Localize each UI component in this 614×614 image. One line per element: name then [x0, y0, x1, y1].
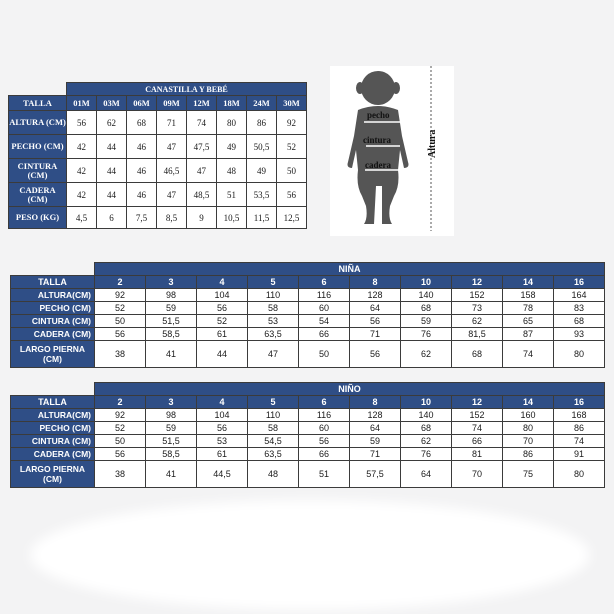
table-cell: 56	[197, 302, 248, 315]
table-cell: 53	[197, 435, 248, 448]
table-cell: 74	[554, 435, 605, 448]
table-cell: 44	[97, 135, 127, 159]
table-cell: 46	[127, 135, 157, 159]
altura-label: Altura	[427, 129, 438, 158]
row-label: ALTURA(CM)	[11, 409, 95, 422]
table-cell: 158	[503, 289, 554, 302]
table-cell: 164	[554, 289, 605, 302]
row-label: CINTURA (CM)	[9, 159, 67, 183]
table-row	[11, 461, 605, 488]
table-cell: 80	[554, 341, 605, 368]
table-cell: 6	[97, 207, 127, 229]
background-glow	[30, 500, 590, 610]
nina-size-row	[11, 276, 605, 289]
table-cell: 50	[95, 315, 146, 328]
table-cell: 49	[217, 135, 247, 159]
table-cell: 58	[248, 302, 299, 315]
table-cell: 98	[146, 409, 197, 422]
table-cell: 49	[247, 159, 277, 183]
table-cell: 168	[554, 409, 605, 422]
table-cell: 70	[452, 461, 503, 488]
row-label: PECHO (CM)	[9, 135, 67, 159]
table-cell: 51,5	[146, 435, 197, 448]
row-label: ALTURA (CM)	[9, 111, 67, 135]
table-cell: 7,5	[127, 207, 157, 229]
size-header: 2	[95, 276, 146, 289]
table-cell: 92	[277, 111, 307, 135]
table-cell: 47	[157, 135, 187, 159]
size-header: 16	[554, 396, 605, 409]
table-cell: 87	[503, 328, 554, 341]
nina-size-label: TALLA	[11, 276, 95, 289]
nino-title-row	[11, 383, 605, 396]
table-row	[9, 111, 307, 135]
size-header: 18M	[217, 96, 247, 111]
table-cell: 51	[217, 183, 247, 207]
table-cell: 91	[554, 448, 605, 461]
table-cell: 80	[554, 461, 605, 488]
size-header: 6	[299, 276, 350, 289]
table-cell: 47	[157, 183, 187, 207]
table-cell: 83	[554, 302, 605, 315]
table-cell: 74	[187, 111, 217, 135]
size-header: 03M	[97, 96, 127, 111]
table-cell: 63,5	[248, 448, 299, 461]
baby-title-row	[9, 83, 307, 96]
table-cell: 86	[247, 111, 277, 135]
table-cell: 46	[127, 183, 157, 207]
table-cell: 140	[401, 409, 452, 422]
table-cell: 48,5	[187, 183, 217, 207]
row-label: CADERA (CM)	[11, 328, 95, 341]
table-cell: 68	[554, 315, 605, 328]
table-cell: 93	[554, 328, 605, 341]
table-cell: 56	[67, 111, 97, 135]
table-cell: 140	[401, 289, 452, 302]
table-cell: 56	[95, 448, 146, 461]
table-cell: 44	[97, 159, 127, 183]
nina-table-title: NIÑA	[95, 263, 605, 276]
table-cell: 58	[248, 422, 299, 435]
table-cell: 48	[217, 159, 247, 183]
size-header: 12M	[187, 96, 217, 111]
table-cell: 11,5	[247, 207, 277, 229]
table-cell: 54,5	[248, 435, 299, 448]
table-cell: 51,5	[146, 315, 197, 328]
table-cell: 65	[503, 315, 554, 328]
table-cell: 46	[127, 159, 157, 183]
table-row	[11, 422, 605, 435]
table-cell: 47	[187, 159, 217, 183]
table-cell: 128	[350, 409, 401, 422]
table-cell: 61	[197, 328, 248, 341]
table-cell: 104	[197, 289, 248, 302]
size-header: 2	[95, 396, 146, 409]
table-cell: 68	[452, 341, 503, 368]
table-cell: 62	[401, 435, 452, 448]
table-cell: 61	[197, 448, 248, 461]
table-cell: 71	[350, 448, 401, 461]
table-cell: 38	[95, 461, 146, 488]
table-row	[11, 328, 605, 341]
table-cell: 44	[197, 341, 248, 368]
table-cell: 74	[503, 341, 554, 368]
size-header: 16	[554, 276, 605, 289]
nino-size-label: TALLA	[11, 396, 95, 409]
table-cell: 56	[350, 341, 401, 368]
table-cell: 52	[277, 135, 307, 159]
table-cell: 110	[248, 409, 299, 422]
pecho-label: pecho	[367, 110, 390, 120]
size-header: 10	[401, 276, 452, 289]
table-cell: 76	[401, 328, 452, 341]
row-label: LARGO PIERNA (CM)	[11, 461, 95, 488]
nino-size-table	[10, 382, 605, 488]
table-cell: 81,5	[452, 328, 503, 341]
table-cell: 50	[277, 159, 307, 183]
table-cell: 74	[452, 422, 503, 435]
table-cell: 73	[452, 302, 503, 315]
row-label: PESO (KG)	[9, 207, 67, 229]
nino-table-title: NIÑO	[95, 383, 605, 396]
table-row	[11, 341, 605, 368]
table-cell: 12,5	[277, 207, 307, 229]
nino-size-row	[11, 396, 605, 409]
table-cell: 53,5	[247, 183, 277, 207]
table-cell: 59	[146, 302, 197, 315]
table-cell: 104	[197, 409, 248, 422]
cadera-label: cadera	[365, 160, 391, 170]
table-cell: 56	[277, 183, 307, 207]
table-cell: 78	[503, 302, 554, 315]
table-cell: 41	[146, 461, 197, 488]
size-header: 14	[503, 396, 554, 409]
table-row	[11, 409, 605, 422]
table-row	[9, 135, 307, 159]
table-cell: 76	[401, 448, 452, 461]
table-cell: 59	[401, 315, 452, 328]
table-cell: 47,5	[187, 135, 217, 159]
row-label: CINTURA (CM)	[11, 435, 95, 448]
table-cell: 54	[299, 315, 350, 328]
row-label: PECHO (CM)	[11, 422, 95, 435]
baby-table-title: CANASTILLA Y BEBÉ	[67, 83, 307, 96]
size-header: 8	[350, 396, 401, 409]
table-cell: 62	[452, 315, 503, 328]
table-cell: 10,5	[217, 207, 247, 229]
table-cell: 66	[299, 448, 350, 461]
table-row	[9, 159, 307, 183]
table-cell: 59	[350, 435, 401, 448]
cintura-label: cintura	[363, 135, 391, 145]
table-cell: 86	[503, 448, 554, 461]
baby-size-table	[8, 82, 307, 229]
size-header: 30M	[277, 96, 307, 111]
table-cell: 60	[299, 422, 350, 435]
table-cell: 68	[127, 111, 157, 135]
table-cell: 46,5	[157, 159, 187, 183]
size-header: 09M	[157, 96, 187, 111]
table-cell: 152	[452, 289, 503, 302]
table-cell: 80	[503, 422, 554, 435]
table-cell: 56	[95, 328, 146, 341]
size-header: 8	[350, 276, 401, 289]
table-cell: 75	[503, 461, 554, 488]
table-cell: 86	[554, 422, 605, 435]
table-cell: 8,5	[157, 207, 187, 229]
table-cell: 4,5	[67, 207, 97, 229]
size-header: 3	[146, 396, 197, 409]
table-cell: 110	[248, 289, 299, 302]
table-row	[9, 207, 307, 229]
table-cell: 42	[67, 159, 97, 183]
size-header: 06M	[127, 96, 157, 111]
table-cell: 56	[197, 422, 248, 435]
table-cell: 64	[350, 302, 401, 315]
table-cell: 59	[146, 422, 197, 435]
size-header: 5	[248, 276, 299, 289]
nina-title-row	[11, 263, 605, 276]
table-cell: 42	[67, 183, 97, 207]
size-header: 01M	[67, 96, 97, 111]
table-cell: 50	[95, 435, 146, 448]
table-cell: 9	[187, 207, 217, 229]
table-cell: 52	[197, 315, 248, 328]
table-cell: 98	[146, 289, 197, 302]
table-cell: 66	[452, 435, 503, 448]
table-row	[11, 302, 605, 315]
table-cell: 80	[217, 111, 247, 135]
table-cell: 44,5	[197, 461, 248, 488]
row-label: LARGO PIERNA (CM)	[11, 341, 95, 368]
table-cell: 50,5	[247, 135, 277, 159]
row-label: CADERA (CM)	[9, 183, 67, 207]
table-row	[11, 448, 605, 461]
table-cell: 116	[299, 409, 350, 422]
table-cell: 71	[350, 328, 401, 341]
table-cell: 60	[299, 302, 350, 315]
table-cell: 116	[299, 289, 350, 302]
row-label: CADERA (CM)	[11, 448, 95, 461]
table-cell: 52	[95, 422, 146, 435]
table-cell: 71	[157, 111, 187, 135]
table-cell: 152	[452, 409, 503, 422]
table-cell: 160	[503, 409, 554, 422]
size-header: 24M	[247, 96, 277, 111]
size-header: 5	[248, 396, 299, 409]
table-cell: 56	[299, 435, 350, 448]
table-cell: 44	[97, 183, 127, 207]
row-label: PECHO (CM)	[11, 302, 95, 315]
table-cell: 38	[95, 341, 146, 368]
table-cell: 63,5	[248, 328, 299, 341]
size-header: 4	[197, 276, 248, 289]
table-cell: 52	[95, 302, 146, 315]
size-header: 12	[452, 396, 503, 409]
size-header: 10	[401, 396, 452, 409]
size-header: 4	[197, 396, 248, 409]
size-header: 12	[452, 276, 503, 289]
table-row	[9, 183, 307, 207]
table-cell: 70	[503, 435, 554, 448]
table-cell: 50	[299, 341, 350, 368]
table-cell: 66	[299, 328, 350, 341]
table-cell: 41	[146, 341, 197, 368]
table-cell: 48	[248, 461, 299, 488]
table-cell: 92	[95, 289, 146, 302]
table-cell: 56	[350, 315, 401, 328]
table-cell: 92	[95, 409, 146, 422]
table-cell: 128	[350, 289, 401, 302]
table-cell: 47	[248, 341, 299, 368]
table-cell: 58,5	[146, 328, 197, 341]
table-cell: 58,5	[146, 448, 197, 461]
table-cell: 51	[299, 461, 350, 488]
table-cell: 53	[248, 315, 299, 328]
table-row	[11, 435, 605, 448]
baby-size-row	[9, 96, 307, 111]
row-label: CINTURA (CM)	[11, 315, 95, 328]
size-header: 3	[146, 276, 197, 289]
size-header: 14	[503, 276, 554, 289]
table-cell: 64	[401, 461, 452, 488]
table-cell: 64	[350, 422, 401, 435]
nina-size-table	[10, 262, 605, 368]
table-cell: 68	[401, 302, 452, 315]
table-row	[11, 289, 605, 302]
table-cell: 68	[401, 422, 452, 435]
table-cell: 57,5	[350, 461, 401, 488]
table-cell: 62	[97, 111, 127, 135]
table-cell: 42	[67, 135, 97, 159]
table-row	[11, 315, 605, 328]
table-cell: 81	[452, 448, 503, 461]
row-label: ALTURA(CM)	[11, 289, 95, 302]
size-header: 6	[299, 396, 350, 409]
table-cell: 62	[401, 341, 452, 368]
baby-size-label: TALLA	[9, 96, 67, 111]
